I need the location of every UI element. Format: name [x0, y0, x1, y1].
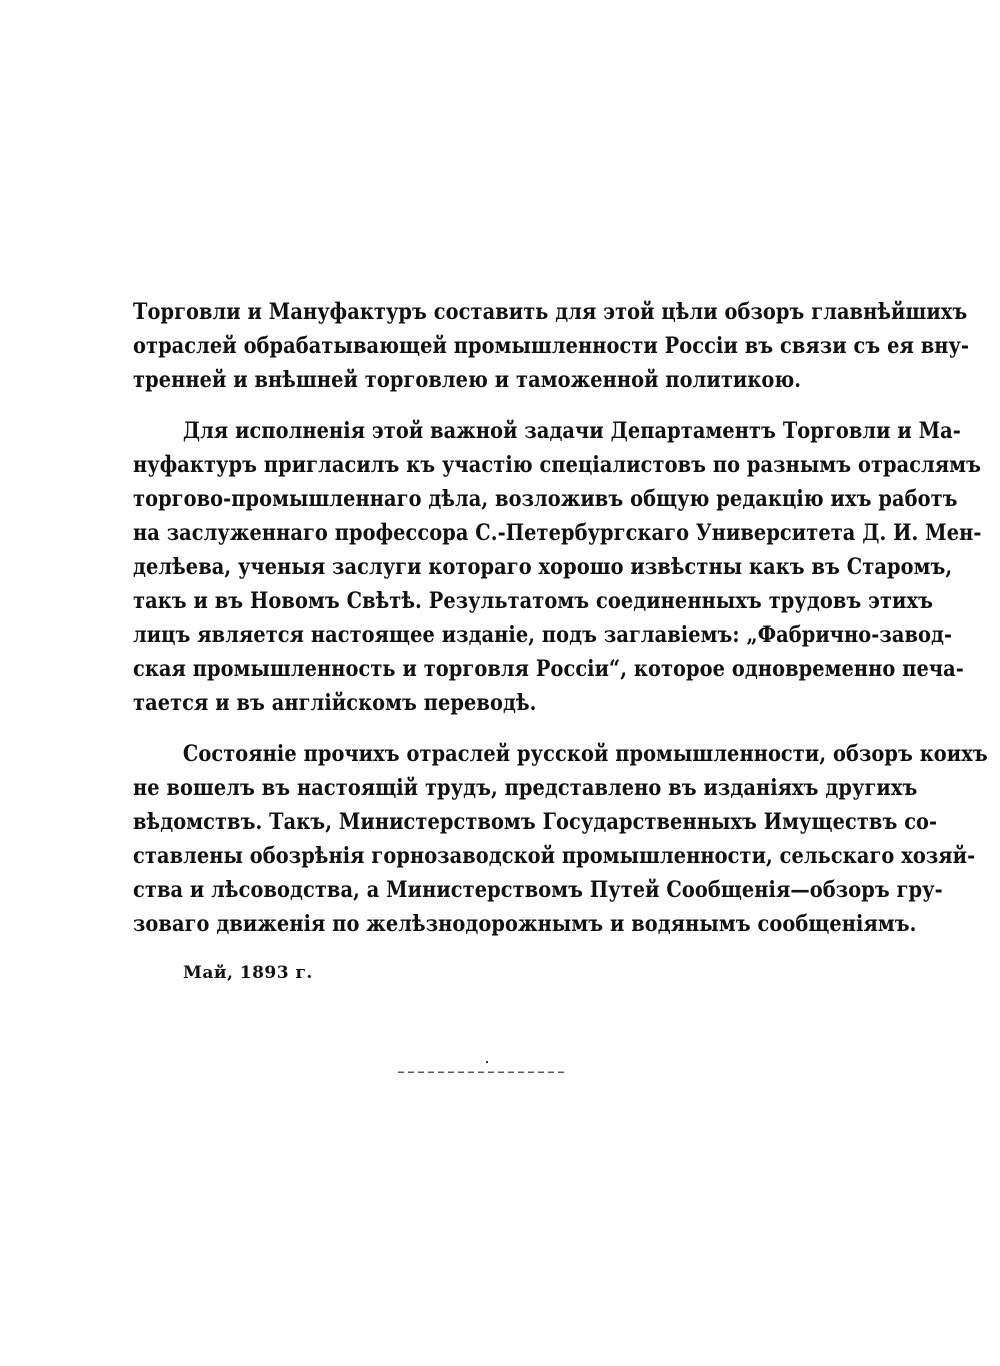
text-line: вѣдомствъ. Такъ, Министерствомъ Государственныхъ Имуществъ со- [133, 809, 938, 835]
text-line: тается и въ англійскомъ переводѣ. [133, 690, 537, 716]
closing-divider [398, 1072, 564, 1074]
text-line: Торговли и Мануфактуръ составить для этой цѣли обзоръ главнѣйшихъ [133, 299, 968, 325]
text-line: торгово-промышленнаго дѣла, возложивъ общую редакцію ихъ работъ [133, 486, 958, 512]
date-line: Май, 1893 г. [183, 963, 313, 983]
text-line: нуфактуръ пригласилъ къ участію спеціалистовъ по разнымъ отраслямъ [133, 452, 982, 478]
text-line: лицъ является настоящее изданіе, подъ заглавіемъ: „Фабрично-завод- [133, 622, 953, 648]
text-line: ставлены обозрѣнія горнозаводской промышленности, сельскаго хозяй- [133, 843, 976, 869]
text-line: Для исполненія этой важной задачи Департаментъ Торговли и Ма- [182, 418, 961, 444]
text-line: делѣева, ученыя заслуги котораго хорошо извѣстны какъ въ Старомъ, [133, 554, 953, 580]
text-line: ства и лѣсоводства, а Министерствомъ Путей Сообщенія—обзоръ гру- [133, 877, 943, 903]
text-line: не вошелъ въ настоящій трудъ, представлено въ изданіяхъ другихъ [133, 775, 918, 801]
text-line: зоваго движенія по желѣзнодорожнымъ и водянымъ сообщеніямъ. [133, 911, 917, 937]
paragraph-2 [133, 414, 982, 720]
paragraph-1 [133, 295, 970, 397]
divider-dot [486, 1061, 488, 1063]
text-line: ская промышленность и торговля Россіи“, которое одновременно печа- [133, 656, 964, 682]
paragraph-3 [133, 737, 988, 941]
text-line: такъ и въ Новомъ Свѣтѣ. Результатомъ соединенныхъ трудовъ этихъ [133, 588, 934, 614]
text-line: отраслей обрабатывающей промышленности Россіи въ связи съ ея вну- [133, 333, 970, 359]
text-line: тренней и внѣшней торговлею и таможенной политикою. [133, 367, 802, 393]
text-line: на заслуженнаго профессора С.-Петербургскаго Университета Д. И. Мен- [133, 520, 982, 546]
text-line: Состояніе прочихъ отраслей русской промышленности, обзоръ коихъ [182, 741, 988, 767]
body-text [133, 295, 988, 958]
